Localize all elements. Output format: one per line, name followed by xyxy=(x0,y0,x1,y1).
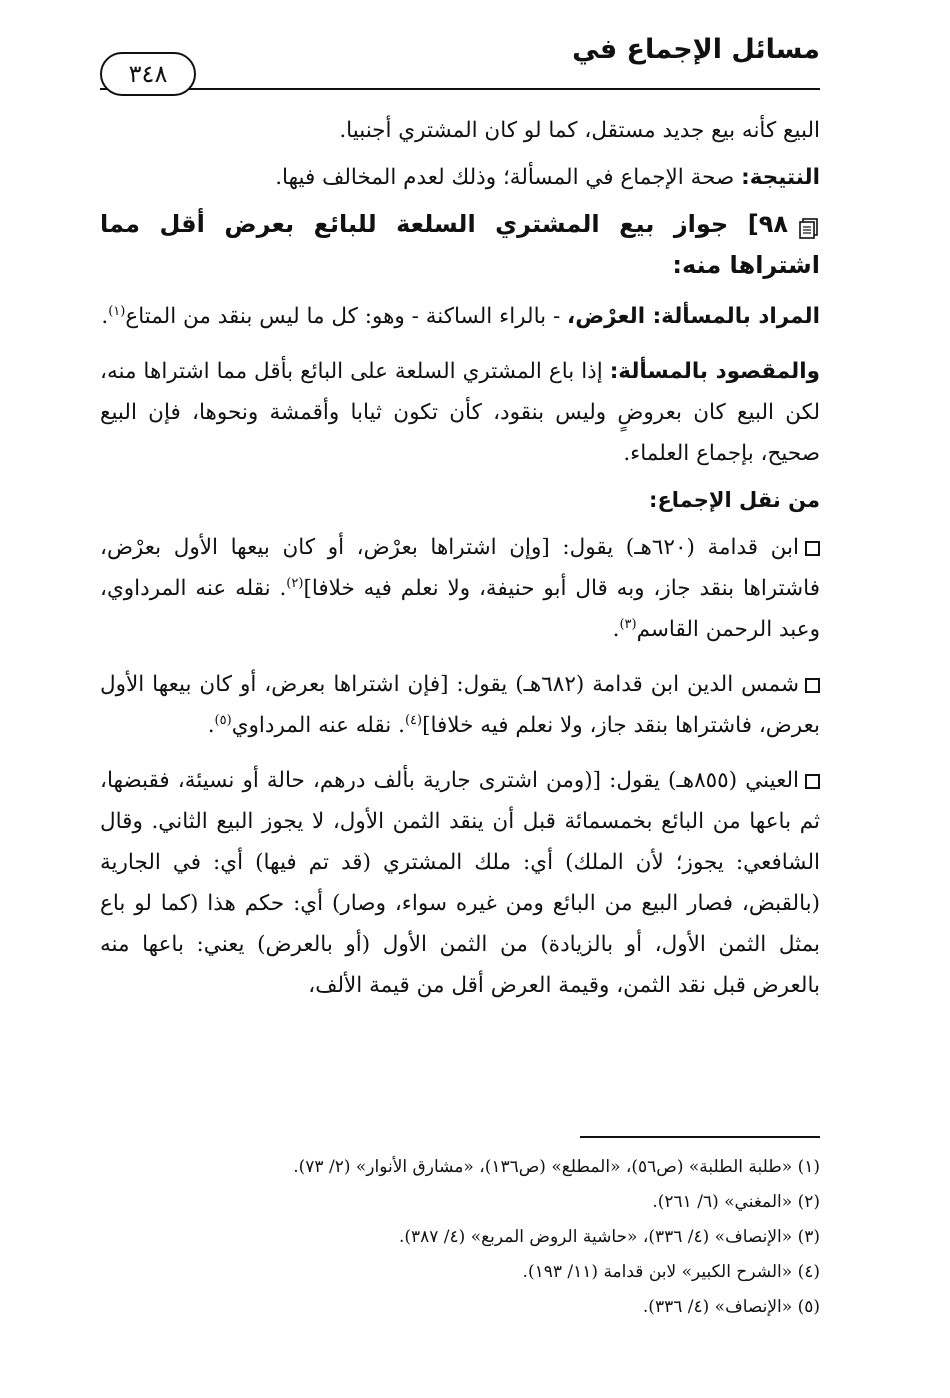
quote-tail: . نقله عنه المرداوي xyxy=(231,713,405,738)
quote-ibn-qudamah: ابن قدامة (٦٢٠هـ) يقول: [وإن اشتراها بعرْض، أو كان بيعها الأول بعرْض، فاشتراها بنقد جاز، وبه قال أبو حنيفة، ولا نعلم فيه خلافا]$^{(٢)}$. نقله عنه المرداوي، وعبد الرحمن القاسم$^{(٣)}$. xyxy=(100,535,821,642)
result-label: النتيجة: xyxy=(741,165,820,190)
footnote-separator xyxy=(580,1136,820,1138)
continuation-text: البيع كأنه بيع جديد مستقل، كما لو كان المشتري أجنبيا. xyxy=(339,118,820,143)
header-rule xyxy=(100,88,820,90)
issue-title: جواز بيع المشتري السلعة للبائع بعرض أقل مما اشتراها منه: xyxy=(100,210,820,279)
footnote-ref-4[interactable]: (٤) xyxy=(404,712,423,728)
issue-heading xyxy=(100,204,820,286)
transmission-heading: من نقل الإجماع: xyxy=(649,488,820,512)
main-text xyxy=(100,110,820,1012)
result-paragraph xyxy=(100,157,820,198)
footnote-ref-1[interactable]: (١) xyxy=(108,303,126,319)
quote-text: شمس الدين ابن قدامة (٦٨٢هـ) يقول: [فإن اشتراها بعرض، أو كان بيعها الأول بعرض، فاشتراها بنقد جاز، ولا نعلم فيه خلافا] xyxy=(100,672,820,738)
footnote-4: (٤) «الشرح الكبير» لابن قدامة (١١/ ١٩٣). xyxy=(522,1262,820,1282)
meaning-label: المراد بالمسألة: xyxy=(652,304,820,329)
purpose-label: والمقصود بالمسألة: xyxy=(609,359,820,384)
checkbox-bullet-icon xyxy=(805,774,820,789)
running-title: مسائل الإجماع في xyxy=(572,34,820,65)
quote-al-ayni xyxy=(100,760,820,1006)
meaning-text: - بالراء الساكنة - وهو: كل ما ليس بنقد من المتاع xyxy=(125,304,568,329)
page-header xyxy=(100,18,820,90)
quote-text: ابن قدامة (٦٢٠هـ) يقول: [وإن اشتراها بعرْض، أو كان بيعها الأول بعرْض، فاشتراها بنقد جاز، وبه قال أبو حنيفة، ولا نعلم فيه خلافا] xyxy=(100,535,821,601)
footnote-5: (٥) «الإنصاف» (٤/ ٣٣٦). xyxy=(642,1297,820,1317)
issue-number: ٩٨] xyxy=(747,210,788,238)
document-stack-icon xyxy=(796,213,820,237)
checkbox-bullet-icon xyxy=(805,541,820,556)
result-text: صحة الإجماع في المسألة؛ وذلك لعدم المخالف فيها. xyxy=(275,165,742,190)
purpose-text: إذا باع المشتري السلعة على البائع بأقل مما اشتراها منه، لكن البيع كان بعروضٍ وليس بنقود، كأن تكون ثيابا وأقمشة ونحوها، فإن البيع صحيح، بإجماع العلماء. xyxy=(100,359,820,466)
purpose-paragraph xyxy=(100,351,820,474)
footnote-3: (٣) «الإنصاف» (٤/ ٣٣٦)، «حاشية الروض المربع» (٤/ ٣٨٧). xyxy=(398,1227,820,1247)
footnotes xyxy=(220,1150,820,1325)
footnote-ref-3[interactable]: (٣) xyxy=(619,616,637,632)
footnote-ref-2[interactable]: (٢) xyxy=(286,575,304,591)
meaning-paragraph: المراد بالمسألة: العرْض، - بالراء الساكنة - وهو: كل ما ليس بنقد من المتاع$^{(١)}$. xyxy=(101,303,820,329)
quote-text: العيني (٨٥٥هـ) يقول: [(ومن اشترى جارية بألف درهم، حالة أو نسيئة، فقبضها، ثم باعها من البائع بخمسمائة قبل أن ينقد الثمن الأول، لا يجوز البيع الثاني. وقال الشافعي: يجوز؛ لأن الملك) أي: ملك المشتري (قد تم فيها) أي: في الجارية (بالقبض، فصار البيع من البائع ومن غيره سواء، وصار) أي: حكم هذا (كما لو باع بمثل الثمن الأول، أو بالزيادة) من الثمن الأول (أو بالعرض) يعني: باعها منه بالعرض قبل نقد الثمن، وقيمة العرض أقل من قيمة الألف، xyxy=(100,768,820,998)
footnote-ref-5[interactable]: (٥) xyxy=(214,712,232,728)
quote-shams-al-din: شمس الدين ابن قدامة (٦٨٢هـ) يقول: [فإن اشتراها بعرض، أو كان بيعها الأول بعرض، فاشتراها بنقد جاز، ولا نعلم فيه خلافا]$^{(٤)}$. نقله عنه المرداوي$^{(٥)}$. xyxy=(100,672,820,738)
checkbox-bullet-icon xyxy=(805,678,820,693)
quote-tail: . نقله عنه المرداوي، وعبد الرحمن القاسم xyxy=(100,576,820,642)
footnote-1: (١) «طلبة الطلبة» (ص٥٦)، «المطلع» (ص١٣٦)، «مشارق الأنوار» (٢/ ٧٣). xyxy=(293,1157,820,1177)
paragraph-continuation xyxy=(100,110,820,151)
footnote-2: (٢) «المغني» (٦/ ٢٦١). xyxy=(652,1192,820,1212)
page-number: ٣٤٨ xyxy=(100,52,196,96)
meaning-term: العرْض، xyxy=(567,304,653,329)
